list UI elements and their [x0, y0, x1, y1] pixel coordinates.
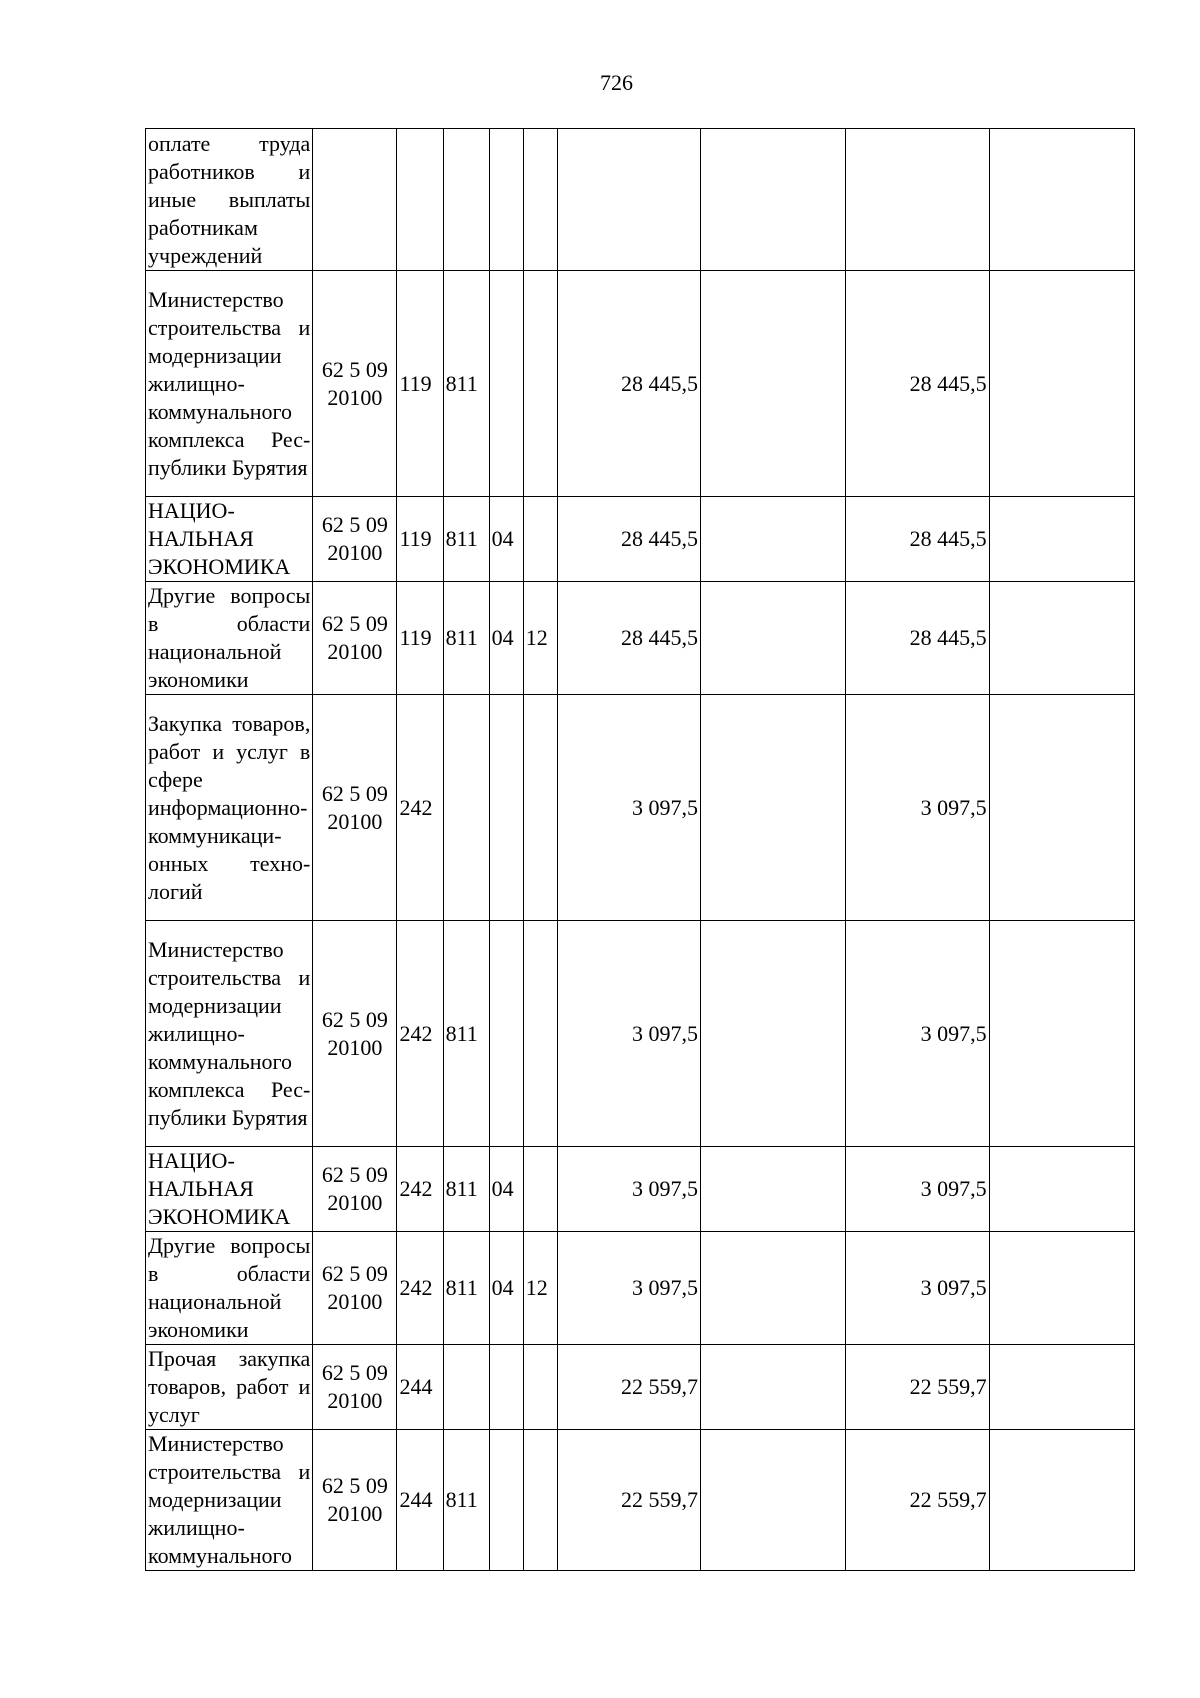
cell-grbs: [443, 1147, 489, 1232]
cell-expense-type: [397, 1232, 443, 1345]
amount-3: 28 445,5: [909, 370, 987, 396]
target-article-part2: 20100: [327, 1034, 383, 1060]
grbs-code: 811: [445, 370, 478, 396]
row-name: Министерство строительства и модернизации жилищно-коммунального комплекса Республики Бурятия: [148, 936, 311, 1130]
table-row: [146, 271, 1135, 497]
cell-amount-4: [989, 1147, 1134, 1232]
cell-amount-3: [846, 1147, 989, 1232]
amount-3: 3 097,5: [920, 1020, 987, 1046]
cell-name: [146, 921, 313, 1147]
table-row: [146, 1430, 1135, 1571]
cell-target-article: [313, 1345, 397, 1430]
cell-name: [146, 497, 313, 582]
cell-amount-1: [557, 695, 700, 921]
cell-amount-2: [701, 1345, 846, 1430]
cell-name: [146, 1232, 313, 1345]
target-article-part1: 62 5 09: [321, 356, 388, 382]
cell-subsection: [523, 1345, 557, 1430]
cell-amount-3: [846, 271, 989, 497]
section-code: 04: [491, 625, 514, 650]
cell-amount-1: [557, 921, 700, 1147]
cell-amount-4: [989, 695, 1134, 921]
section-code: 04: [491, 526, 514, 551]
cell-amount-1: [557, 582, 700, 695]
target-article-part2: 20100: [327, 384, 383, 410]
cell-amount-4: [989, 582, 1134, 695]
cell-subsection: [523, 271, 557, 497]
grbs-code: 811: [445, 526, 478, 551]
target-article-part2: 20100: [327, 1501, 383, 1526]
expense-type: 119: [399, 526, 432, 551]
cell-expense-type: [397, 695, 443, 921]
cell-amount-4: [989, 497, 1134, 582]
cell-amount-2: [701, 129, 846, 271]
target-article-part2: 20100: [327, 1388, 383, 1413]
cell-name: [146, 129, 313, 271]
cell-amount-4: [989, 1430, 1134, 1571]
cell-amount-4: [989, 1345, 1134, 1430]
amount-3: 3 097,5: [920, 1275, 987, 1300]
cell-amount-1: [557, 129, 700, 271]
amount-1: 3 097,5: [632, 794, 699, 820]
cell-amount-1: [557, 1345, 700, 1430]
cell-section: [489, 1232, 523, 1345]
row-name: Прочая закупка товаров, работ и услуг: [148, 1346, 311, 1427]
expense-type: 244: [399, 1374, 433, 1399]
cell-amount-4: [989, 129, 1134, 271]
amount-3: 22 559,7: [909, 1374, 987, 1399]
grbs-code: 811: [445, 625, 478, 650]
amount-3: 3 097,5: [920, 794, 987, 820]
cell-section: [489, 921, 523, 1147]
cell-subsection: [523, 695, 557, 921]
cell-grbs: [443, 129, 489, 271]
row-name: Другие вопросы в области национальной экономики: [148, 1233, 311, 1342]
cell-amount-2: [701, 1430, 846, 1571]
amount-1: 22 559,7: [621, 1374, 699, 1399]
cell-section: [489, 129, 523, 271]
section-code: 04: [491, 1176, 514, 1201]
cell-amount-2: [701, 1147, 846, 1232]
cell-subsection: [523, 582, 557, 695]
cell-amount-3: [846, 1232, 989, 1345]
cell-amount-2: [701, 695, 846, 921]
expense-type: 119: [399, 625, 432, 650]
amount-3: 3 097,5: [920, 1176, 987, 1201]
cell-amount-1: [557, 1147, 700, 1232]
target-article-part1: 62 5 09: [321, 1162, 388, 1187]
cell-name: [146, 1430, 313, 1571]
cell-amount-3: [846, 695, 989, 921]
target-article-part2: 20100: [327, 639, 383, 664]
expense-type: 242: [399, 794, 433, 820]
cell-grbs: [443, 271, 489, 497]
cell-expense-type: [397, 271, 443, 497]
row-name: Министерство строительства и модернизации жилищно-коммунального комплекса Республики Бурятия: [148, 286, 311, 480]
target-article-part1: 62 5 09: [321, 611, 388, 636]
amount-1: 28 445,5: [621, 526, 699, 551]
cell-grbs: [443, 1345, 489, 1430]
table-row: [146, 582, 1135, 695]
cell-amount-3: [846, 129, 989, 271]
cell-grbs: [443, 1232, 489, 1345]
table-row: [146, 1147, 1135, 1232]
table-row: [146, 497, 1135, 582]
amount-3: 22 559,7: [909, 1487, 987, 1512]
cell-subsection: [523, 1147, 557, 1232]
table-row: [146, 695, 1135, 921]
grbs-code: 811: [445, 1275, 478, 1300]
target-article-part2: 20100: [327, 1190, 383, 1215]
cell-amount-3: [846, 497, 989, 582]
row-name: Другие вопросы в области национальной экономики: [148, 583, 311, 692]
amount-1: 28 445,5: [621, 370, 699, 396]
cell-amount-2: [701, 921, 846, 1147]
section-code: 04: [491, 1275, 514, 1300]
target-article-part1: 62 5 09: [321, 780, 388, 806]
cell-target-article: [313, 1147, 397, 1232]
cell-amount-3: [846, 921, 989, 1147]
table-row: [146, 921, 1135, 1147]
target-article-part1: 62 5 09: [321, 1006, 388, 1032]
cell-amount-2: [701, 271, 846, 497]
cell-subsection: [523, 1430, 557, 1571]
cell-target-article: [313, 1232, 397, 1345]
cell-amount-3: [846, 1430, 989, 1571]
cell-grbs: [443, 1430, 489, 1571]
expense-type: 242: [399, 1020, 433, 1046]
amount-1: 3 097,5: [632, 1020, 699, 1046]
cell-target-article: [313, 582, 397, 695]
expense-type: 119: [399, 370, 432, 396]
cell-section: [489, 271, 523, 497]
cell-name: [146, 271, 313, 497]
cell-grbs: [443, 695, 489, 921]
target-article-part1: 62 5 09: [321, 512, 388, 537]
cell-target-article: [313, 695, 397, 921]
cell-name: [146, 695, 313, 921]
cell-target-article: [313, 497, 397, 582]
amount-3: 28 445,5: [909, 526, 987, 551]
cell-grbs: [443, 921, 489, 1147]
cell-name: [146, 582, 313, 695]
amount-1: 22 559,7: [621, 1487, 699, 1512]
row-name: Закупка товаров, работ и услуг в сфере информационно-коммуникационных технологий: [148, 710, 311, 904]
expense-type: 242: [399, 1176, 433, 1201]
cell-amount-3: [846, 1345, 989, 1430]
target-article-part1: 62 5 09: [321, 1261, 388, 1286]
row-name: НАЦИОНАЛЬНАЯ ЭКОНОМИКА: [148, 498, 291, 579]
target-article-part2: 20100: [327, 1289, 383, 1314]
target-article-part2: 20100: [327, 808, 383, 834]
cell-section: [489, 1430, 523, 1571]
cell-grbs: [443, 497, 489, 582]
expense-type: 242: [399, 1275, 433, 1300]
cell-subsection: [523, 497, 557, 582]
cell-section: [489, 582, 523, 695]
amount-3: 28 445,5: [909, 625, 987, 650]
cell-expense-type: [397, 1430, 443, 1571]
page-number: 726: [600, 70, 633, 95]
table-row: [146, 129, 1135, 271]
cell-amount-4: [989, 1232, 1134, 1345]
cell-name: [146, 1345, 313, 1430]
cell-amount-1: [557, 1232, 700, 1345]
cell-expense-type: [397, 129, 443, 271]
cell-amount-4: [989, 921, 1134, 1147]
table-row: [146, 1345, 1135, 1430]
amount-1: 28 445,5: [621, 625, 699, 650]
cell-target-article: [313, 271, 397, 497]
cell-amount-1: [557, 271, 700, 497]
table-row: [146, 1232, 1135, 1345]
cell-target-article: [313, 921, 397, 1147]
cell-section: [489, 695, 523, 921]
cell-expense-type: [397, 497, 443, 582]
subsection-code: 12: [525, 1275, 548, 1300]
target-article-part1: 62 5 09: [321, 1473, 388, 1498]
cell-grbs: [443, 582, 489, 695]
cell-subsection: [523, 129, 557, 271]
grbs-code: 811: [445, 1487, 478, 1512]
cell-expense-type: [397, 1147, 443, 1232]
budget-table: [145, 128, 1135, 1571]
cell-amount-1: [557, 497, 700, 582]
cell-target-article: [313, 129, 397, 271]
cell-amount-4: [989, 271, 1134, 497]
cell-name: [146, 1147, 313, 1232]
row-name: НАЦИОНАЛЬНАЯ ЭКОНОМИКА: [148, 1148, 291, 1229]
amount-1: 3 097,5: [632, 1176, 699, 1201]
cell-amount-2: [701, 582, 846, 695]
cell-expense-type: [397, 582, 443, 695]
cell-section: [489, 497, 523, 582]
amount-1: 3 097,5: [632, 1275, 699, 1300]
expense-type: 244: [399, 1487, 433, 1512]
row-name: оплате труда работников и иные выплаты работникам учреждений: [148, 130, 311, 268]
cell-section: [489, 1147, 523, 1232]
cell-amount-3: [846, 582, 989, 695]
grbs-code: 811: [445, 1176, 478, 1201]
row-name: Министерство строительства и модернизации жилищно-коммунального: [148, 1431, 311, 1568]
cell-subsection: [523, 1232, 557, 1345]
target-article-part1: 62 5 09: [321, 1360, 388, 1385]
target-article-part2: 20100: [327, 540, 383, 565]
cell-subsection: [523, 921, 557, 1147]
cell-expense-type: [397, 921, 443, 1147]
cell-target-article: [313, 1430, 397, 1571]
cell-section: [489, 1345, 523, 1430]
cell-expense-type: [397, 1345, 443, 1430]
cell-amount-2: [701, 497, 846, 582]
cell-amount-1: [557, 1430, 700, 1571]
subsection-code: 12: [525, 625, 548, 650]
grbs-code: 811: [445, 1020, 478, 1046]
cell-amount-2: [701, 1232, 846, 1345]
